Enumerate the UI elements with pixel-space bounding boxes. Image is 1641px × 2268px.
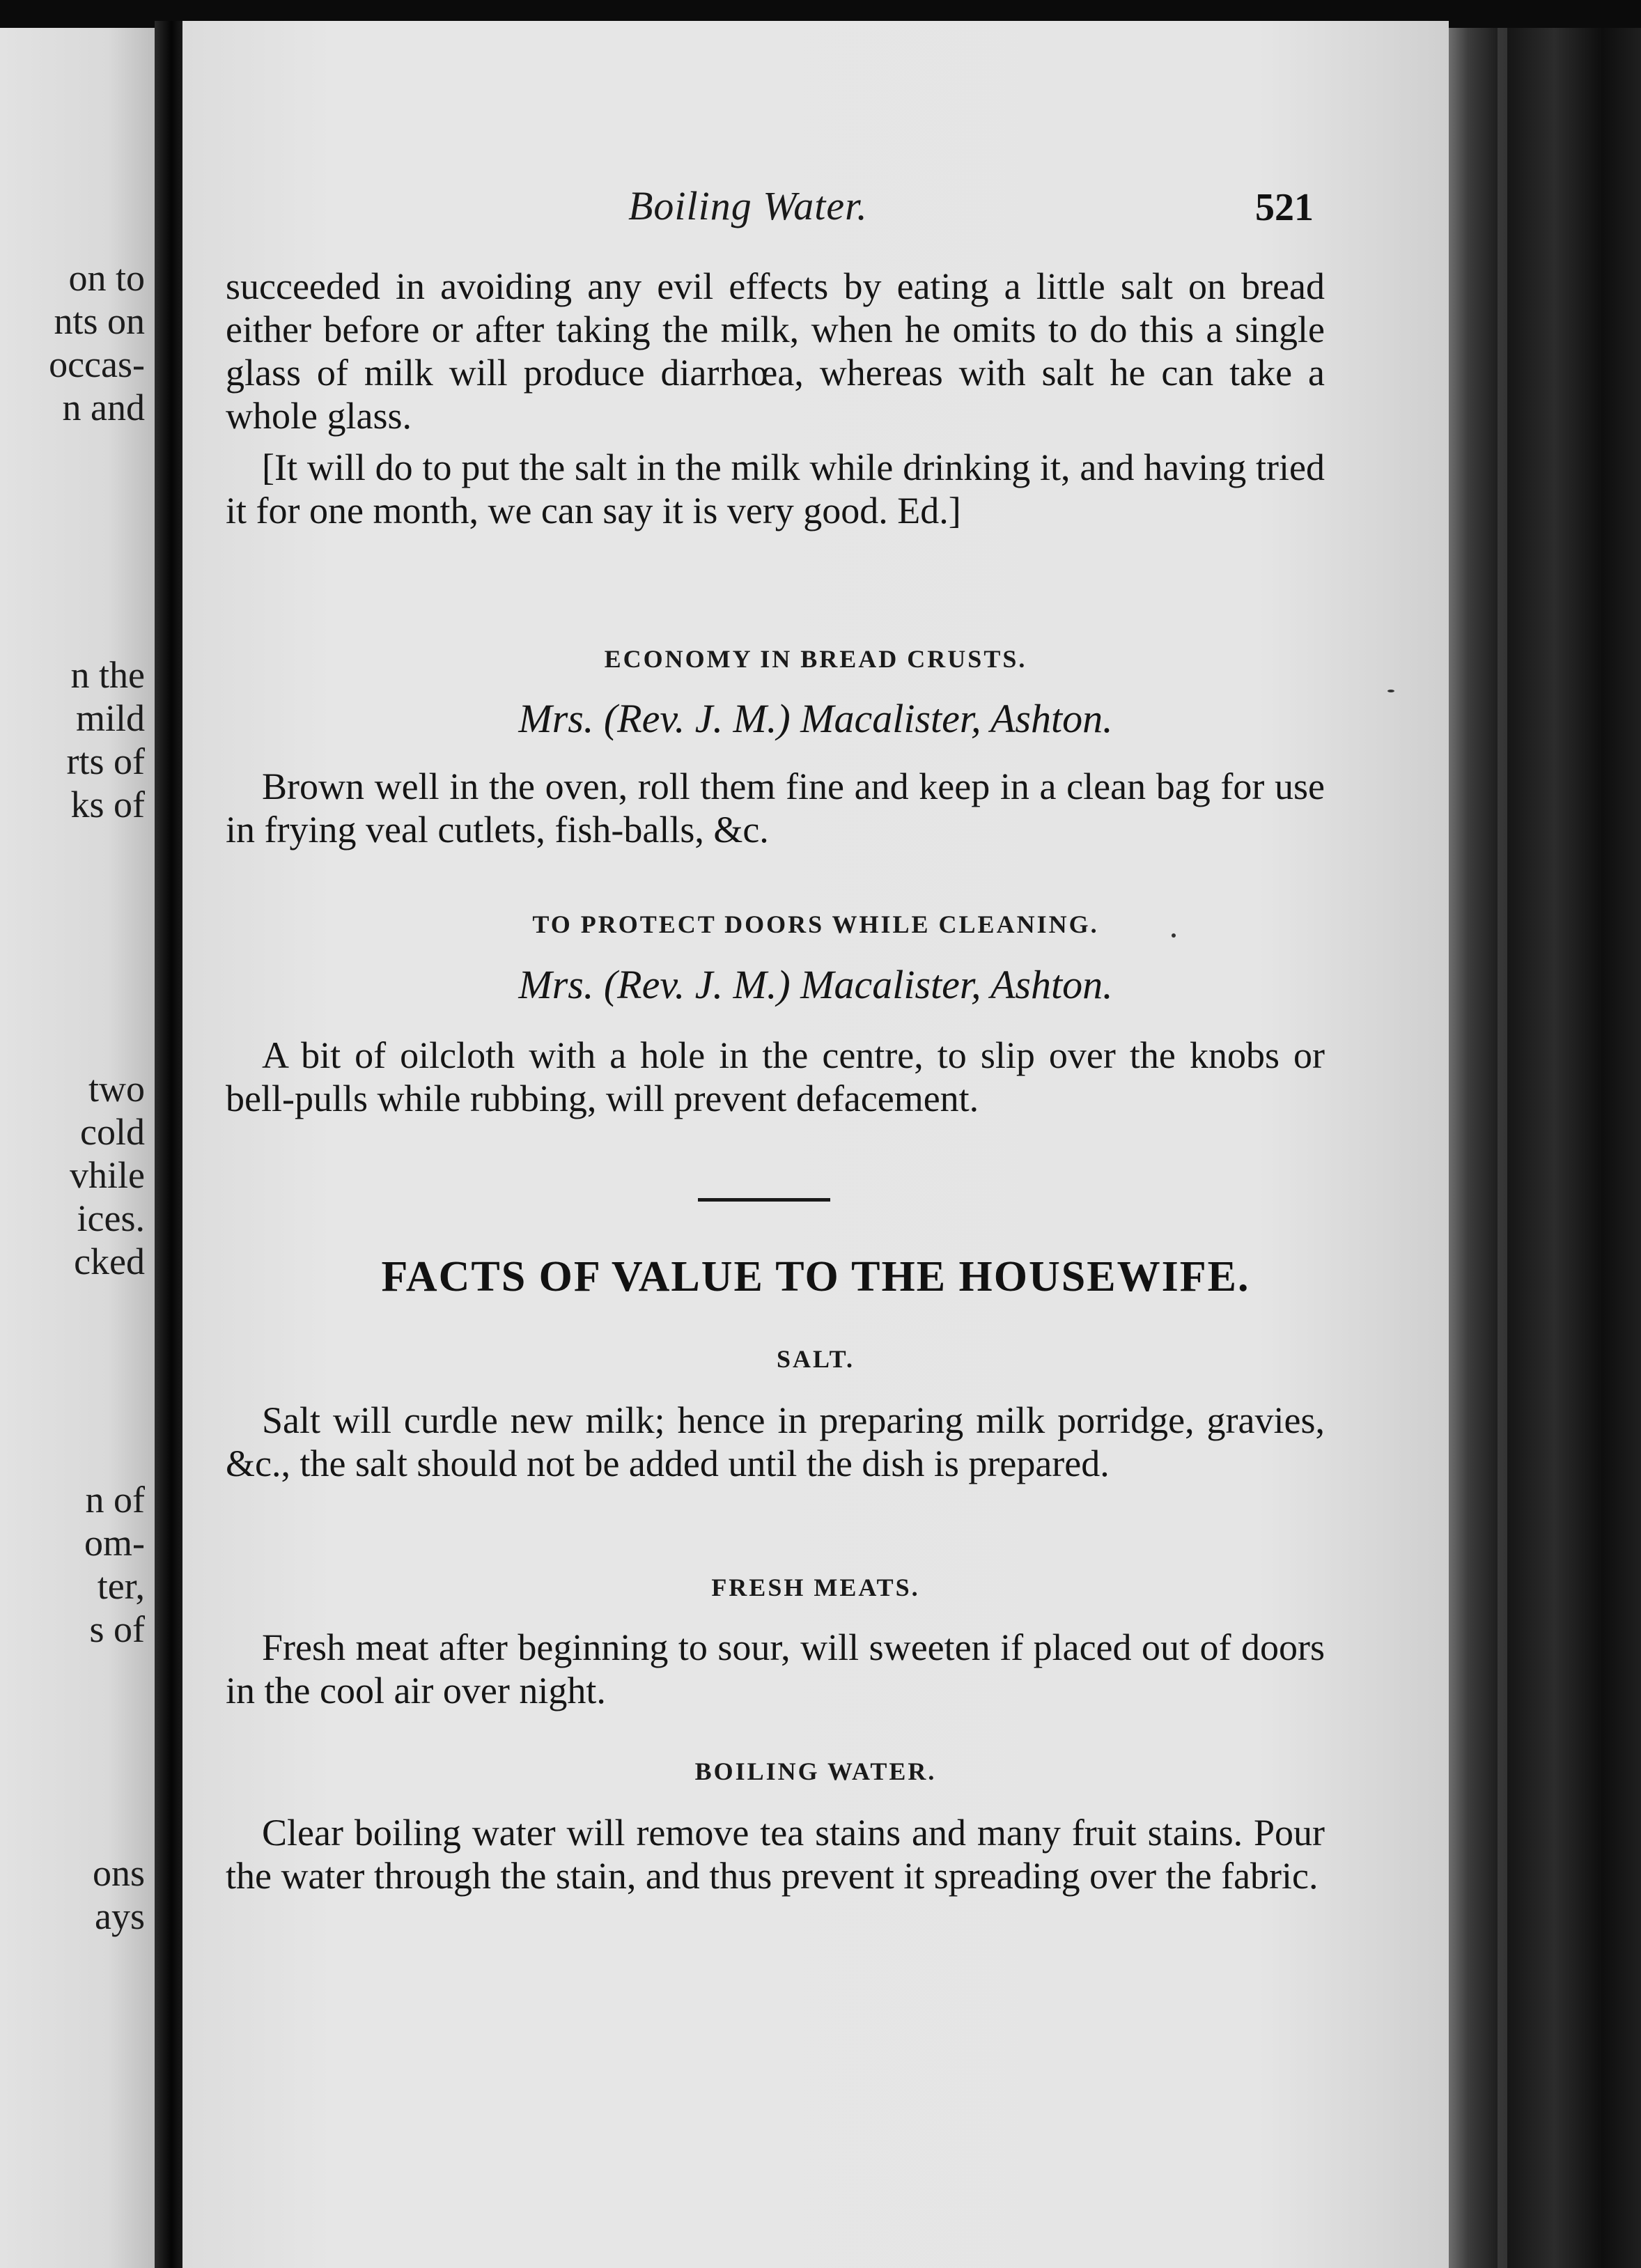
running-head [182,182,1449,238]
left-fragment-line: occas- [49,343,145,385]
left-fragment-line: mild [75,697,145,739]
paper-speck [1387,690,1394,692]
left-fragment-line: vhile [70,1154,145,1196]
running-title: Boiling Water. [628,183,868,228]
left-fragment-line: ices. [77,1197,145,1239]
left-fragment-line: n and [62,387,145,428]
left-fragment-line: n of [85,1479,145,1521]
left-fragment-line: ays [95,1895,145,1937]
fact-text: Clear boiling water will remove tea stains and many fruit stains. Pour the water through the stain, and thus prevent it spreading over the fabric. [226,1812,1325,1897]
recipe-author: Mrs. (Rev. J. M.) Macalister, Ashton. [518,962,1113,1007]
left-fragment-line: s of [89,1608,145,1650]
book-page [182,21,1449,2268]
left-fragment-line: ks of [70,784,145,825]
left-fragment-line: ons [92,1852,145,1894]
left-fragment-line: om- [84,1522,145,1564]
fact-heading: BOILING WATER. [694,1757,937,1785]
fact-text: Salt will curdle new milk; hence in preparing milk porridge, gravies, &c., the salt should not be added until the dish is prepared. [226,1399,1325,1484]
left-fragment-line: two [88,1068,145,1110]
recipe-text: A bit of oilcloth with a hole in the centre, to slip over the knobs or bell-pulls while rubbing, will prevent defacement. [226,1034,1325,1119]
recipe-heading: ECONOMY IN BREAD CRUSTS. [604,645,1027,673]
section-divider [698,1198,830,1202]
left-fragment-line: rts of [66,740,145,782]
editor-note: [It will do to put the salt in the milk while drinking it, and having tried it for one month, we can say it is very good. Ed.] [226,446,1325,531]
page-edge-strip [1449,28,1641,2268]
left-fragment-line: on to [68,257,145,299]
fact-text: Fresh meat after beginning to sour, will sweeten if placed out of doors in the cool air over night. [226,1626,1325,1711]
paper-speck [1172,933,1176,938]
facts-section-title: FACTS OF VALUE TO THE HOUSEWIFE. [381,1253,1250,1300]
left-fragment-line: cold [80,1111,145,1153]
fact-heading: FRESH MEATS. [711,1574,920,1601]
page-number: 521 [1255,186,1314,229]
left-fragment-line: cked [74,1241,145,1282]
recipe-author: Mrs. (Rev. J. M.) Macalister, Ashton. [518,696,1113,741]
left-fragment-line: n the [70,654,145,696]
recipe-text: Brown well in the oven, roll them fine and keep in a clean bag for use in frying veal cutlets, fish-balls, &c. [226,766,1325,850]
fact-heading: SALT. [776,1345,855,1373]
book-gutter [155,21,182,2268]
left-fragment-line: ter, [97,1565,145,1607]
previous-page-fragment [0,28,155,2268]
recipe-heading: TO PROTECT DOORS WHILE CLEANING. [532,910,1099,938]
intro-paragraph: succeeded in avoiding any evil effects by eating a little salt on bread either before or after taking the milk, when he omits to do this a single glass of milk will produce diarrhœa, whereas with salt he can take a whole glass. [226,265,1325,437]
left-fragment-line: nts on [54,300,145,342]
